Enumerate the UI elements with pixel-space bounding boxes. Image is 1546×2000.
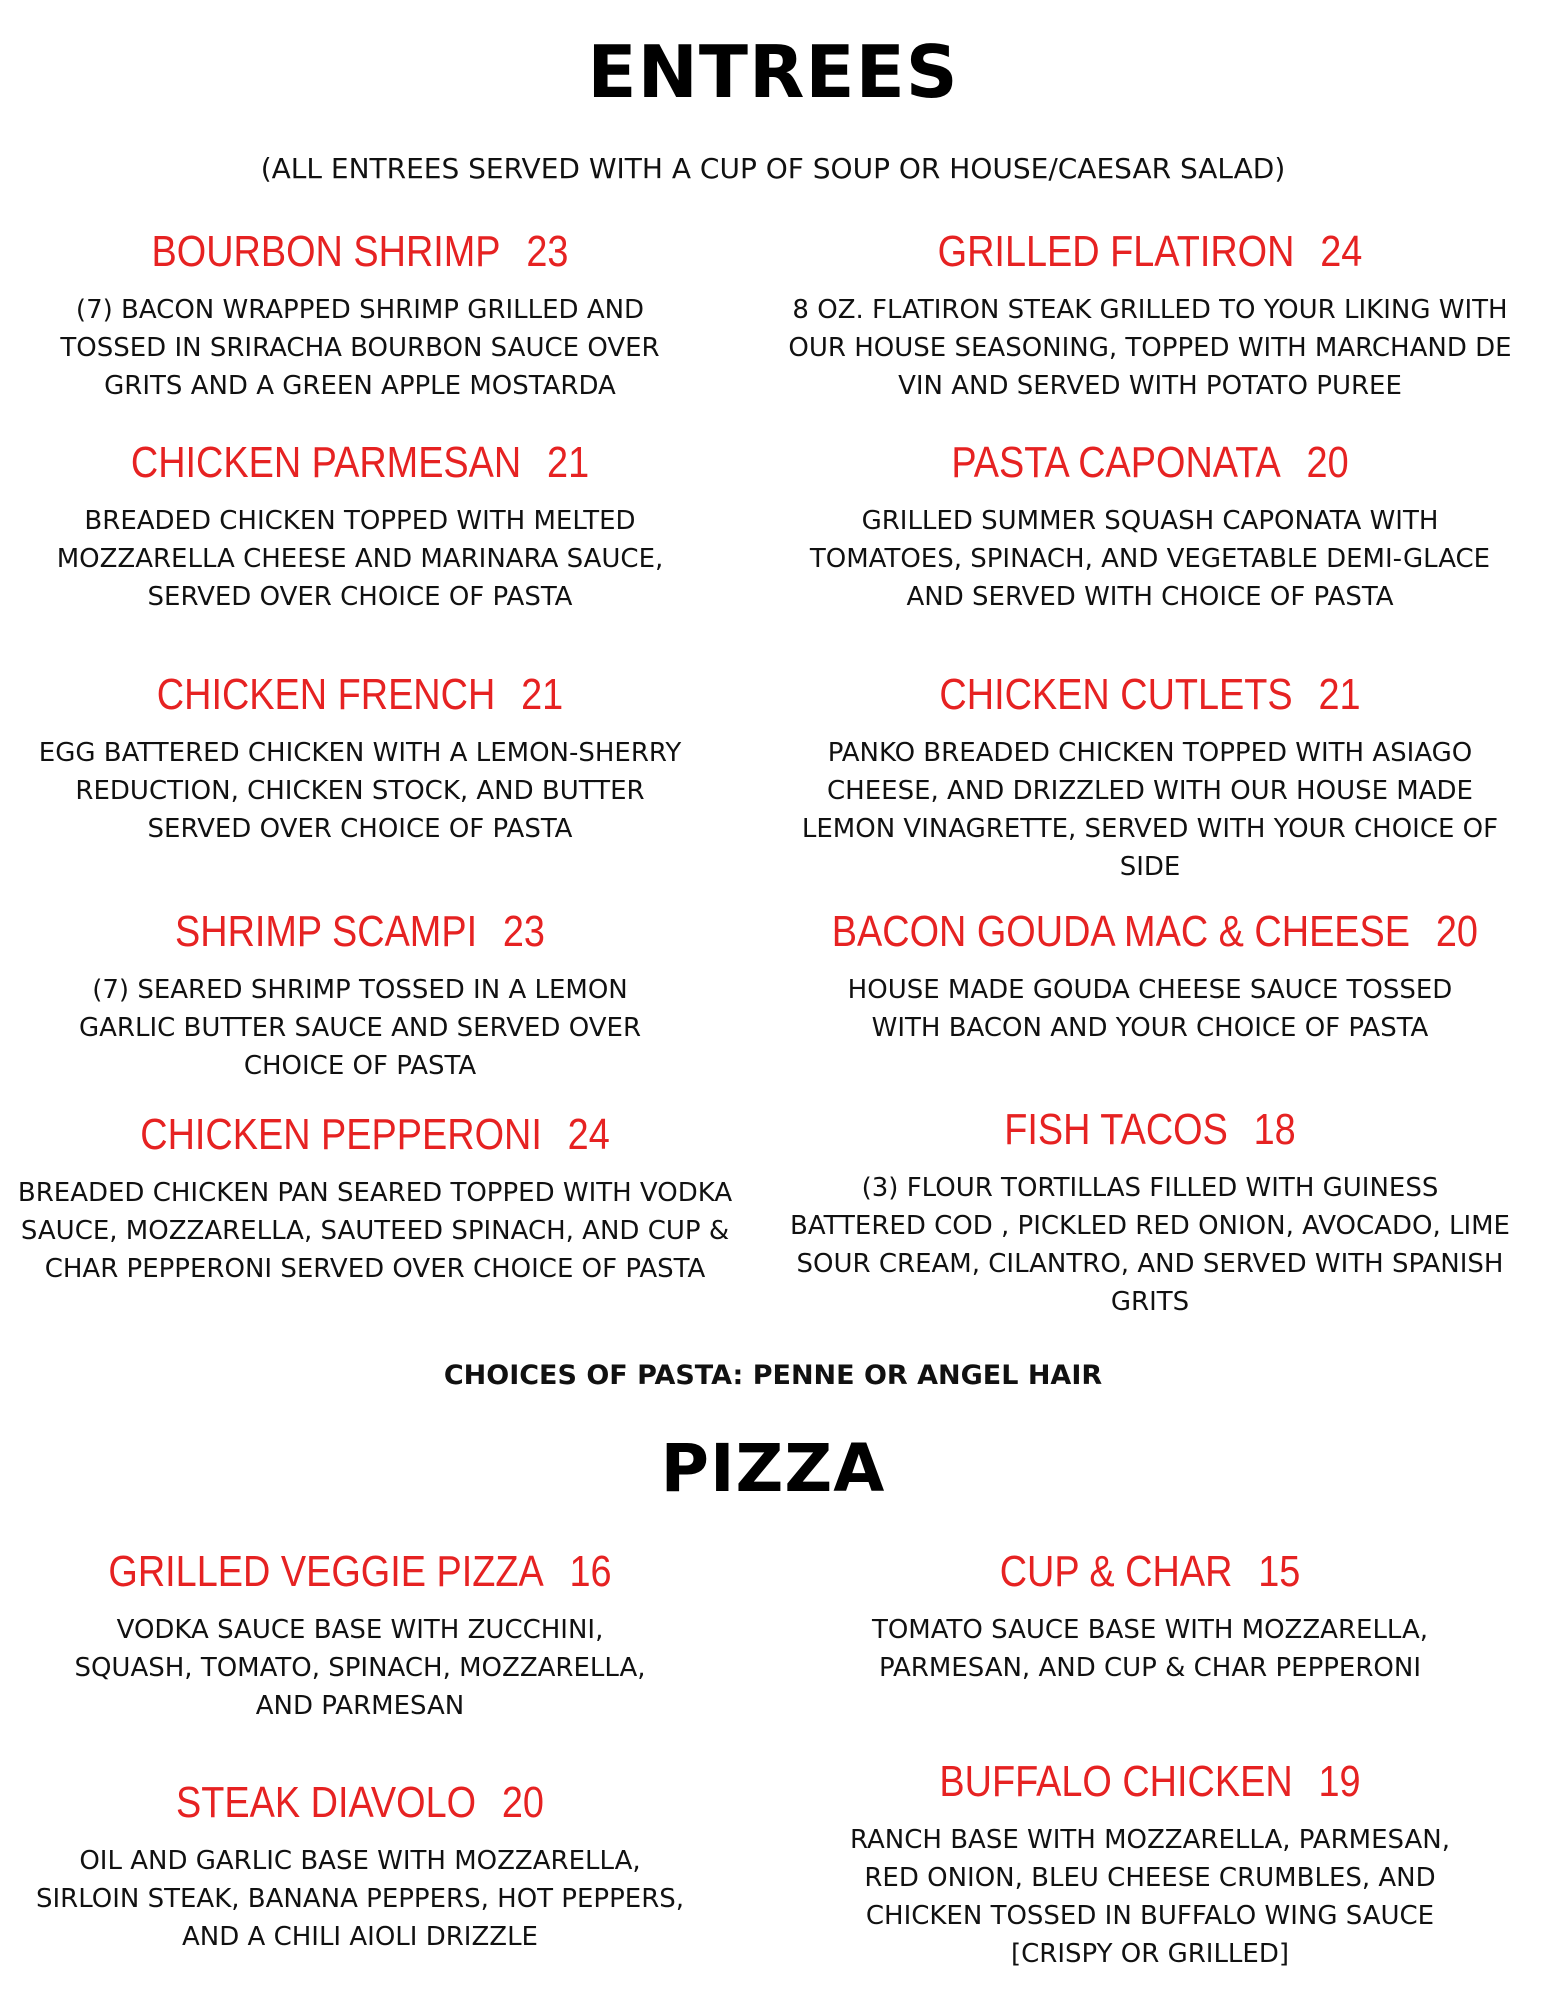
item-name: CUP & CHAR xyxy=(999,1547,1233,1596)
item-description: 8 OZ. FLATIRON STEAK GRILLED TO YOUR LIKING WITH OUR HOUSE SEASONING, TOPPED WITH MARCHAND DE VIN AND SERVED WITH POTATO PUREE xyxy=(788,295,1512,401)
item-price: 16 xyxy=(569,1547,612,1596)
item-description: (3) FLOUR TORTILLAS FILLED WITH GUINESS BATTERED COD , PICKLED RED ONION, AVOCADO, LIME SOUR CREAM, CILANTRO, AND SERVED WITH SPANISH GRITS xyxy=(790,1173,1510,1317)
item-price: 21 xyxy=(1318,670,1361,719)
item-name: CHICKEN FRENCH xyxy=(156,670,496,719)
item-price: 21 xyxy=(521,670,564,719)
item-name: FISH TACOS xyxy=(1004,1105,1228,1154)
item-name: GRILLED VEGGIE PIZZA xyxy=(108,1547,544,1596)
item-price: 21 xyxy=(547,438,590,487)
item-name-row xyxy=(832,668,1468,722)
item-description: PANKO BREADED CHICKEN TOPPED WITH ASIAGO CHEESE, AND DRIZZLED WITH OUR HOUSE MADE LEMON VINAGRETTE, SERVED WITH YOUR CHOICE OF SIDE xyxy=(801,738,1499,882)
item-price: 20 xyxy=(1435,907,1478,956)
menu-item xyxy=(20,668,700,848)
menu-item xyxy=(780,668,1520,886)
entrees-title: ENTREES xyxy=(587,30,959,114)
item-description: GRILLED SUMMER SQUASH CAPONATA WITH TOMATOES, SPINACH, AND VEGETABLE DEMI-GLACE AND SERVED WITH CHOICE OF PASTA xyxy=(809,506,1491,612)
menu-item xyxy=(20,436,700,616)
item-name-row xyxy=(832,1755,1468,1809)
item-name: BACON GOUDA MAC & CHEESE xyxy=(831,907,1411,956)
menu-item xyxy=(20,1545,700,1725)
item-description: EGG BATTERED CHICKEN WITH A LEMON-SHERRY REDUCTION, CHICKEN STOCK, AND BUTTER SERVED OVER CHOICE OF PASTA xyxy=(38,738,682,844)
item-price: 18 xyxy=(1253,1105,1296,1154)
item-price: 24 xyxy=(1320,227,1363,276)
menu-item xyxy=(780,905,1520,1047)
menu-item xyxy=(780,1103,1520,1321)
item-name: CHICKEN PEPPERONI xyxy=(140,1110,542,1159)
item-name: STEAK DIAVOLO xyxy=(176,1778,477,1827)
item-name-row xyxy=(61,1108,689,1162)
item-name: BUFFALO CHICKEN xyxy=(939,1757,1293,1806)
item-name: PASTA CAPONATA xyxy=(951,438,1281,487)
item-name-row xyxy=(832,1545,1468,1599)
item-name: CHICKEN PARMESAN xyxy=(130,438,522,487)
item-description: BREADED CHICKEN PAN SEARED TOPPED WITH VODKA SAUCE, MOZZARELLA, SAUTEED SPINACH, AND CUP & CHAR PEPPERONI SERVED OVER CHOICE OF PASTA xyxy=(17,1178,733,1284)
pizza-title: PIZZA xyxy=(660,1430,886,1507)
item-name: GRILLED FLATIRON xyxy=(937,227,1295,276)
item-description: OIL AND GARLIC BASE WITH MOZZARELLA, SIRLOIN STEAK, BANANA PEPPERS, HOT PEPPERS, AND A CHILI AIOLI DRIZZLE xyxy=(35,1846,685,1952)
item-description: (7) BACON WRAPPED SHRIMP GRILLED AND TOSSED IN SRIRACHA BOURBON SAUCE OVER GRITS AND A GREEN APPLE MOSTARDA xyxy=(60,295,660,401)
menu-item xyxy=(10,1108,740,1288)
item-description: BREADED CHICKEN TOPPED WITH MELTED MOZZARELLA CHEESE AND MARINARA SAUCE, SERVED OVER CHOICE OF PASTA xyxy=(56,506,664,612)
item-name: SHRIMP SCAMPI xyxy=(175,907,478,956)
menu-item xyxy=(780,225,1520,405)
item-description: TOMATO SAUCE BASE WITH MOZZARELLA, PARMESAN, AND CUP & CHAR PEPPERONI xyxy=(871,1615,1429,1683)
item-name-row xyxy=(832,225,1468,279)
pasta-choices-note: CHOICES OF PASTA: PENNE OR ANGEL HAIR xyxy=(443,1360,1103,1391)
item-name-row xyxy=(68,436,653,490)
item-name-row xyxy=(68,668,653,722)
item-price: 15 xyxy=(1258,1547,1301,1596)
menu-item xyxy=(780,1545,1520,1687)
item-price: 20 xyxy=(501,1778,544,1827)
item-name-row xyxy=(68,225,653,279)
item-price: 19 xyxy=(1318,1757,1361,1806)
item-name: CHICKEN CUTLETS xyxy=(939,670,1293,719)
item-name-row xyxy=(832,436,1468,490)
item-description: (7) SEARED SHRIMP TOSSED IN A LEMON GARLIC BUTTER SAUCE AND SERVED OVER CHOICE OF PASTA xyxy=(78,975,642,1081)
item-price: 24 xyxy=(567,1110,610,1159)
item-price: 20 xyxy=(1306,438,1349,487)
menu-item xyxy=(20,1776,700,1956)
item-price: 23 xyxy=(502,907,545,956)
entrees-subtitle: (ALL ENTREES SERVED WITH A CUP OF SOUP OR HOUSE/CAESAR SALAD) xyxy=(260,152,1286,185)
item-name-row xyxy=(68,1776,653,1830)
item-name-row xyxy=(831,905,1478,959)
item-name: BOURBON SHRIMP xyxy=(151,227,501,276)
item-description: HOUSE MADE GOUDA CHEESE SAUCE TOSSED WITH BACON AND YOUR CHOICE OF PASTA xyxy=(847,975,1453,1043)
item-name-row xyxy=(68,1545,653,1599)
menu-item xyxy=(780,1755,1520,1973)
menu-item xyxy=(780,436,1520,616)
item-price: 23 xyxy=(526,227,569,276)
item-name-row xyxy=(832,1103,1468,1157)
item-description: RANCH BASE WITH MOZZARELLA, PARMESAN, RED ONION, BLEU CHEESE CRUMBLES, AND CHICKEN TOSSED IN BUFFALO WING SAUCE [CRISPY OR GRILLED] xyxy=(849,1825,1450,1969)
menu-item xyxy=(20,225,700,405)
item-name-row xyxy=(68,905,653,959)
menu-item xyxy=(20,905,700,1085)
item-description: VODKA SAUCE BASE WITH ZUCCHINI, SQUASH, TOMATO, SPINACH, MOZZARELLA, AND PARMESAN xyxy=(74,1615,646,1721)
